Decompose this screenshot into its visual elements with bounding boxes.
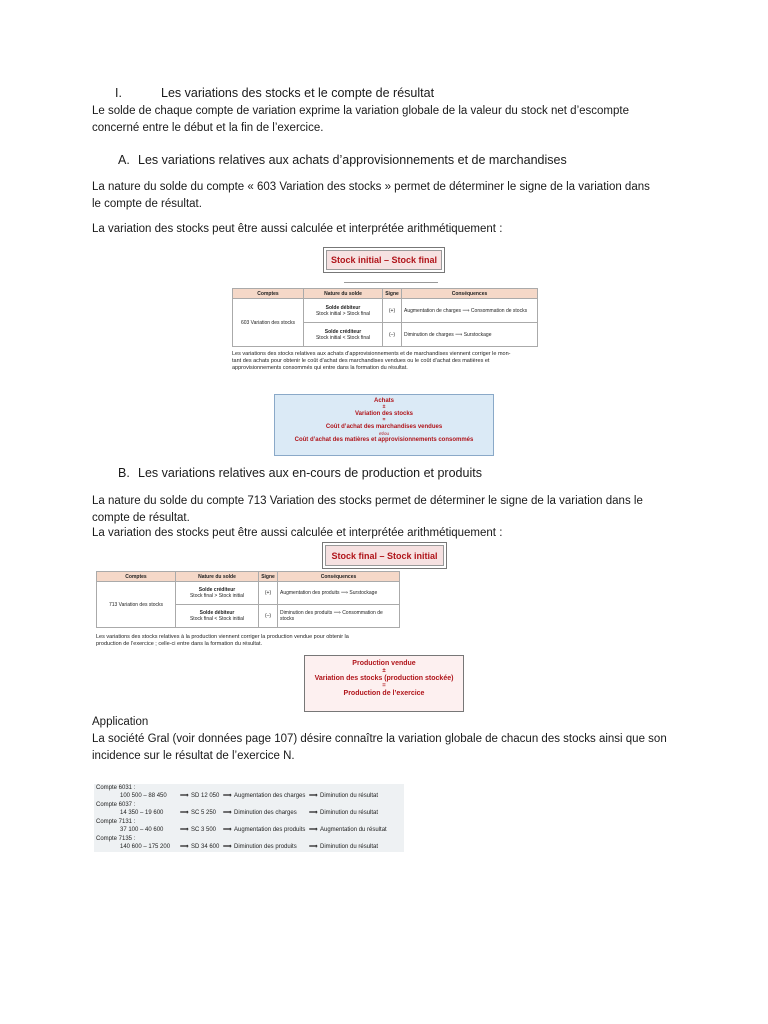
table-b-row-2-nature-title: Solde débiteur <box>199 610 235 616</box>
table-a-row-2-nature-sub: Stock initial < Stock final <box>315 334 371 341</box>
table-a-row-1-nature <box>304 299 383 323</box>
app-row-4-effect: Diminution des produits <box>234 844 297 850</box>
table-b-row-2-sign: (–) <box>259 605 278 628</box>
section-1-paragraph <box>92 103 629 137</box>
app-row-3-result: Augmentation du résultat <box>320 827 387 833</box>
section-a-paragraph-2: La variation des stocks peut être aussi calculée et interprétée arithmétiquement : <box>92 223 503 235</box>
arrow-icon: ⟹ <box>223 844 232 850</box>
arrow-icon: ⟹ <box>309 844 318 850</box>
app-row-2-result: Diminution du résultat <box>320 810 379 816</box>
application-line-2: incidence sur le résultat de l’exercice N. <box>92 750 295 762</box>
blue-box-line-6: et/ou <box>378 431 389 436</box>
section-1-number: I. <box>115 86 122 100</box>
table-a-caption-line-1: Les variations des stocks relatives aux achats d’approvisionnements et de marchandises viennent corriger le mon- <box>232 351 511 357</box>
formula-box-production <box>304 655 464 712</box>
table-a-caption-line-2: tant des achats pour obtenir le coût d’achat des marchandises vendues ou le coût d’achat des matières et <box>232 358 490 364</box>
table-b-row-1-nature-sub: Stock final > Stock initial <box>189 593 245 599</box>
table-b-row-1-nature-title: Solde créditeur <box>198 587 236 593</box>
arrow-icon: ⟹ <box>223 793 232 799</box>
app-row-3-balance: SC 3 500 <box>191 827 217 833</box>
blue-box-line-5: Coût d’achat des marchandises vendues <box>325 424 443 430</box>
table-b-header-nature: Nature du solde <box>176 572 259 582</box>
blue-box-line-3: Variation des stocks <box>354 411 414 417</box>
table-a-row-2-nature <box>304 323 383 347</box>
application-answer-box <box>94 784 404 852</box>
app-row-1-result: Diminution du résultat <box>320 793 379 799</box>
table-b-header-signe: Signe <box>259 572 278 582</box>
pink-box-line-4: = <box>382 683 386 689</box>
arrow-icon: ⟹ <box>223 810 232 816</box>
table-b-row-2-nature-sub: Stock final < Stock initial <box>189 616 245 622</box>
section-a-paragraph-1 <box>92 179 650 213</box>
app-row-4-balance: SD 34 600 <box>191 844 220 850</box>
app-row-4-account: Compte 7135 : <box>96 836 136 842</box>
arrow-icon: ⟹ <box>180 827 189 833</box>
application-title: Application <box>92 716 149 728</box>
section-b-p1-line-1: La nature du solde du compte 713 Variation des stocks permet de déterminer le signe de la variation dans le <box>92 495 643 507</box>
app-row-3-account: Compte 7131 : <box>96 819 136 825</box>
arrow-icon: ⟹ <box>309 827 318 833</box>
table-b-row-1-consequence: Augmentation des produits ⟹ Surstockage <box>278 582 400 605</box>
table-a-row-1-nature-title: Solde débiteur <box>325 304 361 311</box>
table-a-header-nature: Nature du solde <box>304 289 383 299</box>
table-a-caption-line-3: approvisionnements consommés qui entre dans la formation du résultat. <box>232 365 408 371</box>
section-b-title: Les variations relatives aux en-cours de production et produits <box>138 466 482 480</box>
table-a-header-comptes: Comptes <box>233 289 304 299</box>
table-a-row-2-sign: (–) <box>383 323 402 347</box>
table-a-row-1-sign: (+) <box>383 299 402 323</box>
blue-box-line-4: = <box>382 417 386 423</box>
table-b-row-2-nature <box>176 605 259 628</box>
formula-box-achats <box>274 394 494 456</box>
table-a-row-1-consequence: Augmentation de charges ⟹ Consommation de stocks <box>402 299 538 323</box>
section-b-paragraph-2: La variation des stocks peut être aussi calculée et interprétée arithmétiquement : <box>92 527 503 539</box>
formula-a: Stock initial – Stock final <box>326 250 442 270</box>
arrow-icon: ⟹ <box>223 827 232 833</box>
section-a-title: Les variations relatives aux achats d’approvisionnements et de marchandises <box>138 153 567 167</box>
section-a-p1-line-2: le compte de résultat. <box>92 198 202 210</box>
app-row-1-balance: SD 12 050 <box>191 793 220 799</box>
table-a-row-2-nature-title: Solde créditeur <box>324 328 362 335</box>
table-b-caption-line-1: Les variations des stocks relatives à la production viennent corriger la production vendue pour obtenir la <box>96 634 349 640</box>
table-a-header-consequences: Conséquences <box>402 289 538 299</box>
table-713 <box>96 571 400 628</box>
section-a-p1-line-1: La nature du solde du compte « 603 Variation des stocks » permet de déterminer le signe de la variation dans <box>92 181 650 193</box>
table-a-row-1-nature-sub: Stock initial > Stock final <box>315 310 371 317</box>
blue-box-line-1: Achats <box>373 398 394 404</box>
app-row-4-calc: 140 600 – 175 200 <box>120 844 171 850</box>
table-b-header-comptes: Comptes <box>97 572 176 582</box>
pink-box-line-1: Production vendue <box>352 660 416 667</box>
table-b-row-1-sign: (+) <box>259 582 278 605</box>
section-1-heading <box>115 86 434 100</box>
pink-box-line-2: ± <box>382 668 386 674</box>
app-row-1-calc: 100 500 – 88 450 <box>120 793 167 799</box>
table-a-caption <box>232 351 542 372</box>
formula-b: Stock final – Stock initial <box>325 545 444 566</box>
section-a-letter: A. <box>118 153 130 167</box>
table-a-account: 603 Variation des stocks <box>233 299 304 347</box>
app-row-2-effect: Diminution des charges <box>234 810 297 816</box>
app-row-2-calc: 14 350 – 19 600 <box>120 810 164 816</box>
table-b-header-consequences: Conséquences <box>278 572 400 582</box>
table-b-row-2-consequence: Diminution des produits ⟹ Consommation de stocks <box>278 605 400 628</box>
section-b-p1-line-2: compte de résultat. <box>92 512 190 524</box>
table-a-header-signe: Signe <box>383 289 402 299</box>
section-1-line-1: Le solde de chaque compte de variation exprime la variation globale de la valeur du stock net d’escompte <box>92 105 629 117</box>
app-row-4-result: Diminution du résultat <box>320 844 379 850</box>
divider-line <box>344 282 438 283</box>
pink-box-line-3: Variation des stocks (production stockée) <box>314 675 454 682</box>
table-b-row-1-nature <box>176 582 259 605</box>
arrow-icon: ⟹ <box>180 810 189 816</box>
application-paragraph <box>92 731 667 765</box>
formula-box-b <box>322 542 447 569</box>
table-b-caption-line-2: production de l’exercice ; celle-ci entre dans la formation du résultat. <box>96 641 263 647</box>
app-row-2-account: Compte 6037 : <box>96 802 136 808</box>
section-b-heading <box>118 466 482 480</box>
section-b-paragraph-1 <box>92 493 643 527</box>
table-b-account: 713 Variation des stocks <box>97 582 176 628</box>
formula-box-a <box>323 247 445 273</box>
arrow-icon: ⟹ <box>180 793 189 799</box>
app-row-2-balance: SC 5 250 <box>191 810 217 816</box>
table-a-row-2-consequence: Diminution de charges ⟹ Surstockage <box>402 323 538 347</box>
section-1-title: Les variations des stocks et le compte de résultat <box>161 86 435 100</box>
table-603 <box>232 288 538 347</box>
section-1-line-2: concerné entre le début et la fin de l’exercice. <box>92 122 324 134</box>
arrow-icon: ⟹ <box>180 844 189 850</box>
app-row-3-calc: 37 100 – 40 600 <box>120 827 164 833</box>
application-line-1: La société Gral (voir données page 107) désire connaître la variation globale de chacun des stocks ainsi que son <box>92 733 667 745</box>
arrow-icon: ⟹ <box>309 793 318 799</box>
section-b-letter: B. <box>118 466 130 480</box>
app-row-1-account: Compte 6031 : <box>96 785 136 791</box>
table-b-caption <box>96 634 406 648</box>
blue-box-line-2: ± <box>382 404 386 410</box>
blue-box-line-7: Coût d’achat des matières et approvisionnements consommés <box>294 437 474 443</box>
arrow-icon: ⟹ <box>309 810 318 816</box>
pink-box-line-5: Production de l’exercice <box>343 690 425 697</box>
section-a-heading <box>118 153 567 167</box>
app-row-3-effect: Augmentation des produits <box>234 827 306 833</box>
app-row-1-effect: Augmentation des charges <box>234 793 306 799</box>
